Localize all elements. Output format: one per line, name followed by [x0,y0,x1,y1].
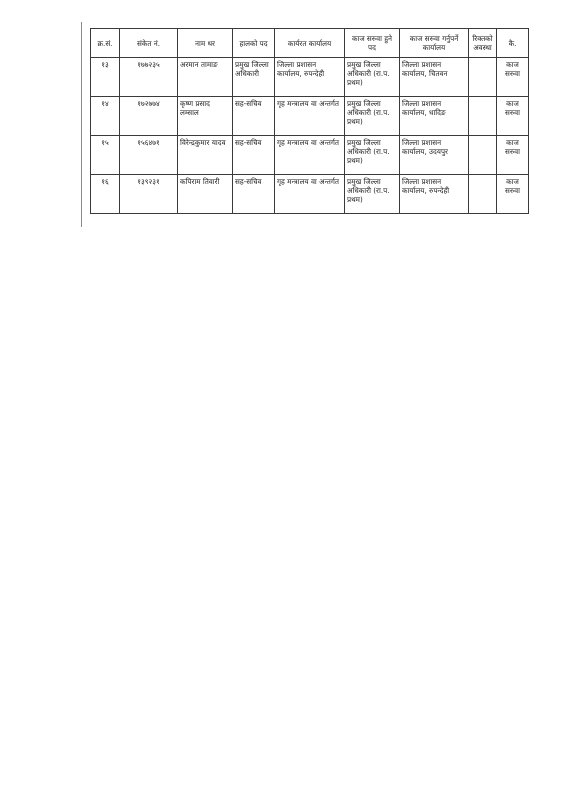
cell-remarks: काज सरुवा [497,136,529,175]
cell-sn: १५ [91,136,120,175]
header-sn: क्र.सं. [91,29,120,58]
cell-post: प्रमुख जिल्ला अधिकारी [233,58,275,97]
cell-remarks: काज सरुवा [497,58,529,97]
cell-office: गृह मन्त्रालय वा अन्तर्गत [275,97,345,136]
cell-office: गृह मन्त्रालय वा अन्तर्गत [275,175,345,214]
cell-new-post: प्रमुख जिल्ला अधिकारी (रा.प. प्रथम) [345,97,400,136]
cell-remarks: काज सरुवा [497,175,529,214]
cell-sn: १६ [91,175,120,214]
cell-code: १७२७७४ [120,97,178,136]
cell-name: अरमान तामाङ [178,58,233,97]
header-office: कार्यरत कार्यालय [275,29,345,58]
header-name: नाम थर [178,29,233,58]
cell-new-post: प्रमुख जिल्ला अधिकारी (रा.प. प्रथम) [345,58,400,97]
cell-vacancy [469,175,497,214]
cell-new-office: जिल्ला प्रशासन कार्यालय, चितवन [400,58,469,97]
scan-edge-line [81,22,82,227]
table-row [91,97,529,136]
cell-office: जिल्ला प्रशासन कार्यालय, रुपन्देही [275,58,345,97]
cell-vacancy [469,97,497,136]
header-new-post: काज सरुवा हुने पद [345,29,400,58]
transfer-table [90,28,529,214]
cell-code: १७७२३५ [120,58,178,97]
cell-post: सह-सचिव [233,136,275,175]
cell-code: १५६४७१ [120,136,178,175]
cell-new-office: जिल्ला प्रशासन कार्यालय, उदयपुर [400,136,469,175]
cell-name: कृष्ण प्रसाद लम्साल [178,97,233,136]
table-header-row [91,29,529,58]
table-row [91,175,529,214]
cell-new-post: प्रमुख जिल्ला अधिकारी (रा.प. प्रथम) [345,136,400,175]
cell-code: १३९२३१ [120,175,178,214]
cell-sn: १४ [91,97,120,136]
header-vacancy: रिक्तको अवस्था [469,29,497,58]
cell-post: सह-सचिव [233,97,275,136]
cell-post: सह-सचिव [233,175,275,214]
header-new-office: काज सरुवा गर्नुपर्ने कार्यालय [400,29,469,58]
header-code: संकेत नं. [120,29,178,58]
header-post: हालको पद [233,29,275,58]
cell-sn: १३ [91,58,120,97]
table-row [91,136,529,175]
cell-name: कपिराम तिवारी [178,175,233,214]
cell-vacancy [469,58,497,97]
table-row [91,58,529,97]
cell-new-office: जिल्ला प्रशासन कार्यालय, रुपन्देही [400,175,469,214]
cell-new-office: जिल्ला प्रशासन कार्यालय, धादिङ [400,97,469,136]
header-remarks: कै. [497,29,529,58]
cell-vacancy [469,136,497,175]
cell-remarks: काज सरुवा [497,97,529,136]
cell-name: विरेन्द्रकुमार यादव [178,136,233,175]
cell-office: गृह मन्त्रालय वा अन्तर्गत [275,136,345,175]
cell-new-post: प्रमुख जिल्ला अधिकारी (रा.प. प्रथम) [345,175,400,214]
